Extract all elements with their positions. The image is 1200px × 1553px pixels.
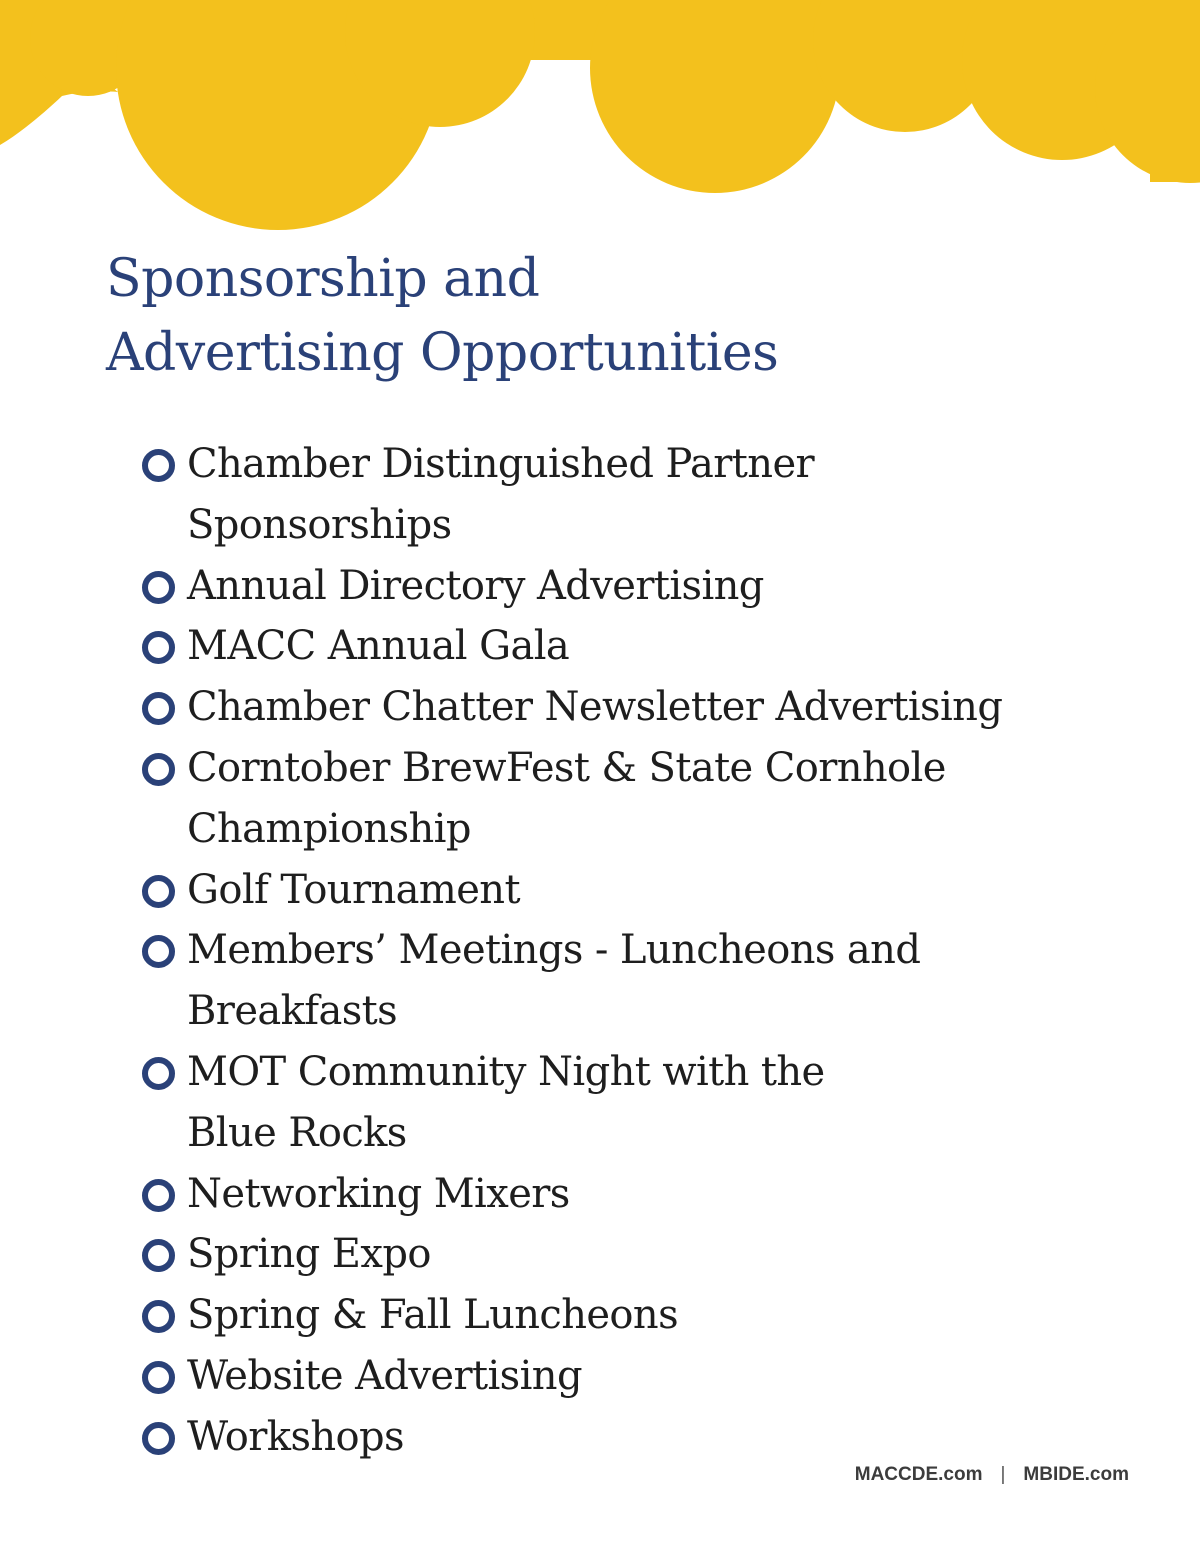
list-item-label: Blue Rocks: [187, 1109, 407, 1156]
list-item: [140, 677, 1120, 738]
list-item-label: Breakfasts: [187, 988, 398, 1035]
list-item: [140, 556, 1120, 617]
ring-bullet-icon: [142, 753, 175, 786]
ring-bullet-icon: [142, 875, 175, 908]
footer-link-mbide[interactable]: MBIDE.com: [1023, 1464, 1129, 1485]
list-item-label: Chamber Distinguished Partner: [187, 441, 815, 487]
list-item: [140, 1042, 1120, 1164]
ring-bullet-icon: [142, 1179, 175, 1212]
list-item: [140, 860, 1120, 921]
list-item: [140, 434, 1120, 556]
ring-bullet-icon: [142, 1057, 175, 1090]
list-item-label: Workshops: [187, 1413, 404, 1460]
list-item: [140, 1285, 1120, 1346]
ring-bullet-icon: [142, 631, 175, 664]
list-item-label: Networking Mixers: [187, 1170, 570, 1217]
footer-links: [855, 1464, 1129, 1486]
cloud-banner: [0, 0, 1200, 240]
list-item-label: Website Advertising: [187, 1352, 582, 1399]
ring-bullet-icon: [142, 1361, 175, 1394]
list-item: [140, 1346, 1120, 1407]
cloud-shapes: [0, 0, 1200, 230]
ring-bullet-icon: [142, 692, 175, 725]
ring-bullet-icon: [142, 1300, 175, 1333]
list-item: [140, 1224, 1120, 1285]
list-item-label: Chamber Chatter Newsletter Advertising: [187, 684, 1003, 731]
list-item: [140, 920, 1120, 1042]
list-item-label: Golf Tournament: [187, 866, 520, 913]
opportunity-list: [140, 434, 1120, 1468]
footer-link-maccde[interactable]: MACCDE.com: [854, 1464, 983, 1485]
list-item-label: MOT Community Night with the: [187, 1048, 825, 1095]
list-item: [140, 738, 1120, 860]
list-item-label: Corntober BrewFest & State Cornhole: [187, 744, 946, 791]
list-item: [140, 1164, 1120, 1225]
list-item-label: Spring Expo: [187, 1231, 431, 1278]
list-item-label: Sponsorships: [187, 501, 452, 548]
list-item: [140, 616, 1120, 677]
ring-bullet-icon: [142, 935, 175, 968]
list-item-label: Spring & Fall Luncheons: [187, 1292, 679, 1339]
list-item: [140, 1407, 1120, 1468]
ring-bullet-icon: [142, 1239, 175, 1272]
list-item-label: Annual Directory Advertising: [187, 562, 764, 609]
ring-bullet-icon: [142, 1422, 175, 1455]
ring-bullet-icon: [142, 571, 175, 604]
list-item-label: Championship: [187, 805, 471, 852]
page-title-line-2: Advertising Opportunities: [106, 323, 779, 383]
page-title: [106, 242, 778, 390]
page-title-line-1: Sponsorship and: [106, 249, 540, 309]
list-item-label: Members’ Meetings - Luncheons and: [187, 927, 921, 974]
footer-separator: |: [1000, 1464, 1006, 1485]
list-item-label: MACC Annual Gala: [187, 623, 570, 670]
ring-bullet-icon: [142, 449, 175, 482]
